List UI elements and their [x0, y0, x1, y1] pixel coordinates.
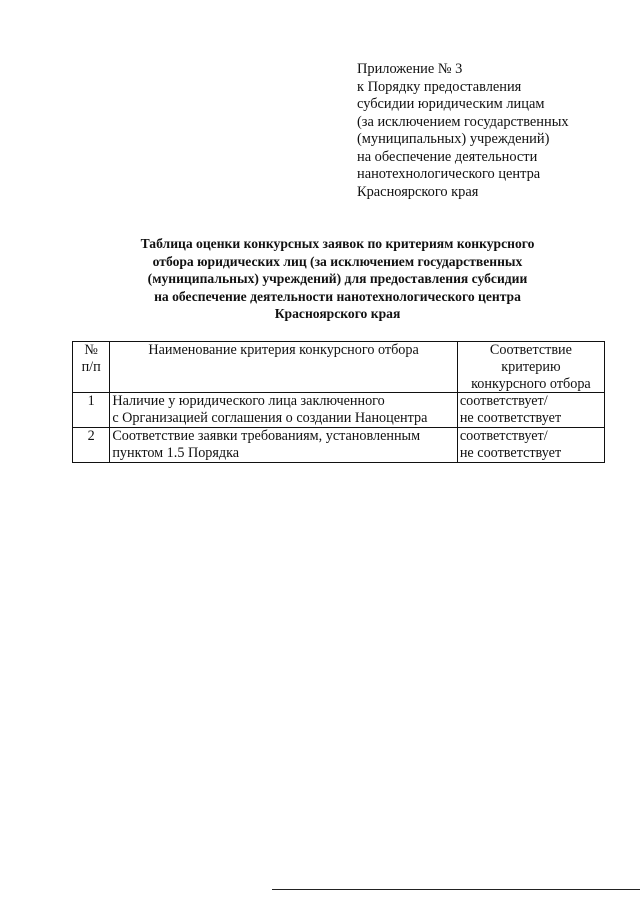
header-num-line: № [84, 342, 98, 358]
appendix-line: на обеспечение деятельности [357, 148, 538, 165]
header-name-text: Наименование критерия конкурсного отбора [148, 342, 419, 358]
footer-rule [272, 889, 640, 890]
match-line: соответствует/ [459, 393, 548, 410]
table-header-row [73, 342, 605, 393]
title-line: отбора юридических лиц (за исключением государственных [152, 253, 523, 269]
appendix-line: (муниципальных) учреждений) [357, 131, 550, 147]
criterion-line: Соответствие заявки требованиям, установленным [112, 427, 421, 444]
appendix-line: Приложение № 3 [357, 61, 463, 77]
match-line: соответствует/ [459, 427, 548, 444]
document-title [70, 235, 605, 323]
table-row [73, 427, 605, 462]
criterion-line: пунктом 1.5 Порядка [112, 444, 240, 461]
title-line: (муниципальных) учреждений) для предоставления субсидии [147, 271, 528, 287]
match-line: не соответствует [459, 410, 562, 427]
header-num-line: п/п [81, 358, 101, 375]
appendix-line: нанотехнологического центра [357, 166, 541, 182]
appendix-line: субсидии юридическим лицам [357, 96, 545, 112]
appendix-caption [357, 61, 627, 201]
table-row [73, 393, 605, 428]
header-match [457, 342, 604, 393]
row-criterion [110, 393, 458, 428]
header-match-line: конкурсного отбора [471, 375, 591, 392]
criterion-line: с Организацией соглашения о создании Наноцентра [112, 410, 428, 427]
row-match [457, 393, 604, 428]
criterion-line: Наличие у юридического лица заключенного [112, 393, 385, 410]
row-criterion [110, 427, 458, 462]
title-line: Красноярского края [274, 306, 401, 322]
header-match-line: Соответствие [489, 342, 572, 358]
title-line: на обеспечение деятельности нанотехнологического центра [154, 288, 521, 304]
match-line: не соответствует [459, 444, 562, 461]
title-line: Таблица оценки конкурсных заявок по критериям конкурсного [140, 236, 535, 251]
header-name [110, 342, 458, 393]
appendix-line: к Порядку предоставления [357, 78, 522, 95]
row-num: 1 [73, 393, 110, 428]
header-match-line: критерию [501, 358, 561, 375]
criteria-table [72, 341, 605, 463]
appendix-line: (за исключением государственных [357, 113, 569, 130]
row-num: 2 [73, 427, 110, 462]
appendix-line: Красноярского края [357, 183, 479, 200]
row-match [457, 427, 604, 462]
header-num [73, 342, 110, 393]
